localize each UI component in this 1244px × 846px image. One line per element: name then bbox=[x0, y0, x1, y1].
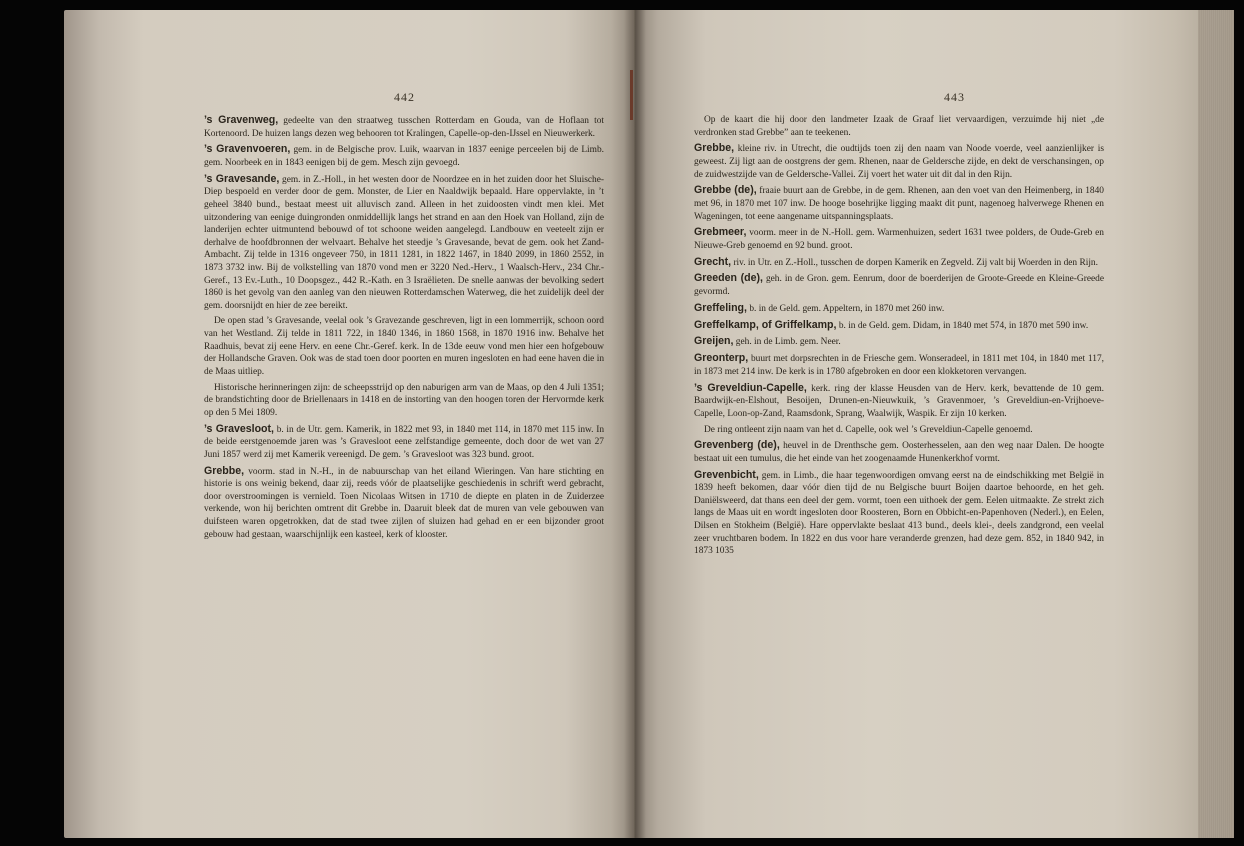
entry-text: b. in de Utr. gem. Kamerik, in 1822 met 93, in 1840 met 114, in 1870 met 115 inw. In de beide eerstgenoemde jaren was ’s Gravesloot eene zelfstandige gemeente, doch door de wet van 27 Juni 1857 werd zij met Kamerik vereenigd. De gem. ’s Gravesloot was 323 bund. groot. bbox=[204, 424, 605, 460]
dictionary-entry bbox=[694, 256, 1104, 270]
entry-text: fraaie buurt aan de Grebbe, in de gem. Rhenen, aan den voet van den Heimenberg, in 1840 met 96, in 1870 met 107 inw. De hooge bosehrijke ligging maakt dit punt, nagenoeg halverwege Rhenen en Wageningen, tot eene aangename uitspanningsplaats. bbox=[694, 186, 1104, 222]
entry-text: voorm. meer in de N.-Holl. gem. Warmenhuizen, sedert 1631 twee polders, de Oude-Greb en Nieuwe-Greb genoemd en 92 bund. groot. bbox=[694, 228, 1104, 251]
entry-headword: Greeden (de), bbox=[694, 272, 763, 285]
entry-text: gem. in de Belgische prov. Luik, waarvan in 1837 eenige perceelen bij de Limb. gem. Noorbeek en in 1843 eenigen bij de gem. Mesch zijn gevoegd. bbox=[204, 145, 604, 168]
entry-text: b. in de Geld. gem. Appeltern, in 1870 met 260 inw. bbox=[746, 303, 945, 314]
dictionary-entry bbox=[204, 315, 604, 378]
dictionary-entry bbox=[694, 114, 1104, 139]
entry-headword: ’s Gravenweg, bbox=[204, 114, 279, 126]
bookmark-ribbon bbox=[630, 70, 633, 120]
entry-text: gem. in Limb., die haar tegenwoordigen omvang eerst na de eindschikking met België in 1839 heeft bekomen, daar vóór dien tijd de nu Belgische buurt Boijen daartoe behoorde, en het geh. Daniëlsweerd, dat thans een deel der gem. vormt, toen een uithoek der gem. Eelen uitmaakte. Ze strekt zich langs de Maas uit en wordt ingesloten door Roosteren, Born en Obbicht-en-Papenhoven (Nederl.), en Eelen, Dilsen en Stokheim (België). Hare oppervlakte beslaat 413 bund., deels klei-, deels zandgrond, een veelal zeer vruchtbaren bodem. In 1822 en dus voor hare veranderde grenzen, had deze gem. 852, in 1840 942, in 1873 1035 bbox=[694, 470, 1104, 557]
left-page bbox=[64, 10, 634, 838]
entry-headword: Grebbe, bbox=[204, 464, 245, 477]
entry-headword: Grevenbicht, bbox=[694, 468, 759, 481]
entry-headword: ’s Greveldiun-Capelle, bbox=[694, 381, 807, 394]
entry-text: Op de kaart die hij door den landmeter Izaak de Graaf liet vervaardigen, verzuimde hij niet „de verdronken stad Grebbe” aan te teekenen. bbox=[694, 115, 1104, 138]
entry-text: gem. in Z.-Holl., in het westen door de Noordzee en in het zuiden door het Sluische-Diep bespoeld en verder door de gem. Monster, de Lier en Naaldwijk bepaald. Hare oppervlakte, in ’t geheel 3840 bund., bestaat meest uit alluvisch zand. Alleen in het zuidoosten vindt men klei. Met uitzondering van eenige duingronden onmiddellijk langs het strand en aan den Hoek van Holland, zijn de landerijen echter uitmuntend bebouwd of tot schoone weiden aangelegd. Landbouw en veeteelt zijn er derhalve de hoofdbronnen der welvaart. Behalve het steedje ’s Gravesande, bevat de gem. ook het Zand-Ambacht. Zij telde in 1316 ongeveer 750, in 1811 1281, in 1822 1467, in 1840 2099, in 1860 2552, in 1873 3732 inw. Bij de volkstelling van 1870 vond men er 3220 Ned.-Herv., 1 Waalsch-Herv., 234 Chr.-Geref., 13 Ev.-Luth., 10 Doopsgez., 442 R.-Kath. en 3 Israëlieten. De snelle aanwas der bevolking sedert 1860 is het gevolg van den aanleg van den nieuwen Rotterdamschen Waterweg, die het zuidelijk deel der gem. doorsnijdt en hier de zee bereikt. bbox=[204, 174, 604, 311]
right-text-column bbox=[694, 114, 1104, 561]
entry-headword: Grebmeer, bbox=[694, 226, 747, 239]
dictionary-entry bbox=[204, 382, 604, 420]
entry-text: kleine riv. in Utrecht, die oudtijds toen zij den naam van Noode voerde, veel aanzienlijker is geweest. Zij ligt aan de oostgrens der gem. Rhenen, naar de Geldersche zijde, en dekt de verschansingen, op de zuidwestzijde van de Geldersche-Vallei. Zij voert het water uit dit dal in den Rijn. bbox=[694, 144, 1104, 180]
entry-text: geh. in de Gron. gem. Eenrum, door de boerderijen de Groote-Greede en Kleine-Greede gevormd. bbox=[694, 274, 1104, 298]
right-page bbox=[634, 10, 1234, 838]
entry-text: b. in de Geld. gem. Didam, in 1840 met 574, in 1870 met 590 inw. bbox=[836, 320, 1089, 331]
dictionary-entry bbox=[694, 469, 1104, 558]
page-number-left: 442 bbox=[394, 90, 415, 104]
entry-text: voorm. stad in N.-H., in de nabuurschap van het eiland Wieringen. Van hare stichting en historie is ons weinig bekend, daar zij, reeds vóór de plaatselijke geschiedenis in schrift werd gebracht, door overstroomingen is vernield. Toen Nicolaas Witsen in 1710 de diepte en platen in de Zuiderzee verkende, won hij berichten omtrent dit Grebbe in. Daaruit bleek dat de muren van vele gebouwen van duifsteen waren opgetrokken, dat de stad twee zijlen of sluizen had gehad en er een bijzonder groot gebouw had gestaan, waarschijnlijk een kasteel, kerk of klooster. bbox=[204, 466, 604, 540]
open-book bbox=[64, 10, 1234, 838]
dictionary-entry bbox=[694, 352, 1104, 378]
page-number-right: 443 bbox=[944, 90, 965, 104]
entry-headword: Grevenberg (de), bbox=[694, 439, 780, 452]
entry-headword: Greijen, bbox=[694, 335, 734, 348]
entry-text: buurt met dorpsrechten in de Friesche gem. Wonseradeel, in 1811 met 104, in 1840 met 117, in 1873 met 214 inw. De kerk is in 1780 afgebroken en door een klokketoren vervangen. bbox=[694, 354, 1104, 377]
dictionary-entry bbox=[204, 114, 604, 140]
dictionary-entry bbox=[694, 184, 1104, 223]
entry-text: gedeelte van den straatweg tusschen Rotterdam en Gouda, van de Hoflaan tot Kortenoord. De huizen langs dezen weg behooren tot Kralingen, Capelle-op-den-IJssel en Nieuwerkerk. bbox=[204, 116, 604, 139]
entry-headword: Grebbe, bbox=[694, 142, 735, 155]
entry-headword: ’s Gravesande, bbox=[204, 172, 280, 185]
dictionary-entry bbox=[694, 272, 1104, 298]
entry-text: Historische herinneringen zijn: de scheepsstrijd op den naburigen arm van de Maas, op den 4 Juli 1351; de brandstichting door de Briellenaars in 1418 en de instorting van den hoogen toren der Hervormde kerk op den 5 Mei 1809. bbox=[204, 382, 604, 418]
dictionary-entry bbox=[694, 142, 1104, 181]
entry-headword: ’s Gravesloot, bbox=[204, 422, 275, 435]
entry-headword: Grebbe (de), bbox=[694, 184, 757, 197]
entry-text: De ring ontleent zijn naam van het d. Capelle, ook wel ’s Greveldiun-Capelle genoemd. bbox=[704, 424, 1033, 435]
entry-headword: Greonterp, bbox=[694, 352, 749, 365]
dictionary-entry bbox=[204, 143, 604, 169]
dictionary-entry bbox=[204, 423, 604, 462]
dictionary-entry bbox=[694, 302, 1104, 316]
dictionary-entry bbox=[204, 173, 604, 313]
entry-text: geh. in de Limb. gem. Neer. bbox=[733, 337, 841, 348]
dictionary-entry bbox=[694, 226, 1104, 252]
left-text-column bbox=[204, 114, 604, 544]
dictionary-entry bbox=[694, 439, 1104, 465]
page-edges bbox=[1198, 10, 1234, 838]
entry-text: kerk. ring der klasse Heusden van de Herv. kerk, bevattende de 10 gem. Baardwijk-en-Elshout, Besoijen, Drunen-en-Nieuwkuik, ’s Gravenmoer, ’s Greveldiun-en-Vrijhoeve-Capelle, Loon-op-Zand, Raamsdonk, Sprang, Waalwijk, Waspik. Er zijn 10 kerken. bbox=[694, 383, 1104, 419]
entry-headword: Grecht, bbox=[694, 255, 732, 268]
book-spine bbox=[624, 10, 646, 838]
entry-headword: Greffelkamp, of Griffelkamp, bbox=[694, 318, 837, 331]
entry-text: De open stad ’s Gravesande, veelal ook ’s Gravezande geschreven, ligt in een lommerrijk, schoon oord van het Westland. Zij telde in 1811 722, in 1840 1346, in 1860 1568, in 1870 1916 inw. Behalve het Raadhuis, bevat zij eene Herv. en eene Chr.-Geref. kerk. In de 13de eeuw vond men hier een hofgebouw der Hollandsche Graven. Ook was de stad toen door poorten en muren ingesloten en had eene haven die in de Maas uitliep. bbox=[204, 316, 604, 377]
dictionary-entry bbox=[204, 465, 604, 542]
dictionary-entry bbox=[694, 382, 1104, 421]
dictionary-entry bbox=[694, 319, 1104, 333]
entry-headword: ’s Gravenvoeren, bbox=[204, 143, 291, 156]
entry-text: heuvel in de Drenthsche gem. Oosterhesselen, aan den weg naar Dalen. De hoogte bestaat uit een tumulus, die het einde van het zoogenaamde Hunenkerkhof vormt. bbox=[694, 441, 1104, 464]
entry-headword: Greffeling, bbox=[694, 301, 747, 314]
dictionary-entry bbox=[694, 335, 1104, 349]
entry-text: riv. in Utr. en Z.-Holl., tusschen de dorpen Kamerik en Zegveld. Zij valt bij Woerden in den Rijn. bbox=[731, 257, 1098, 268]
dictionary-entry bbox=[694, 424, 1104, 437]
